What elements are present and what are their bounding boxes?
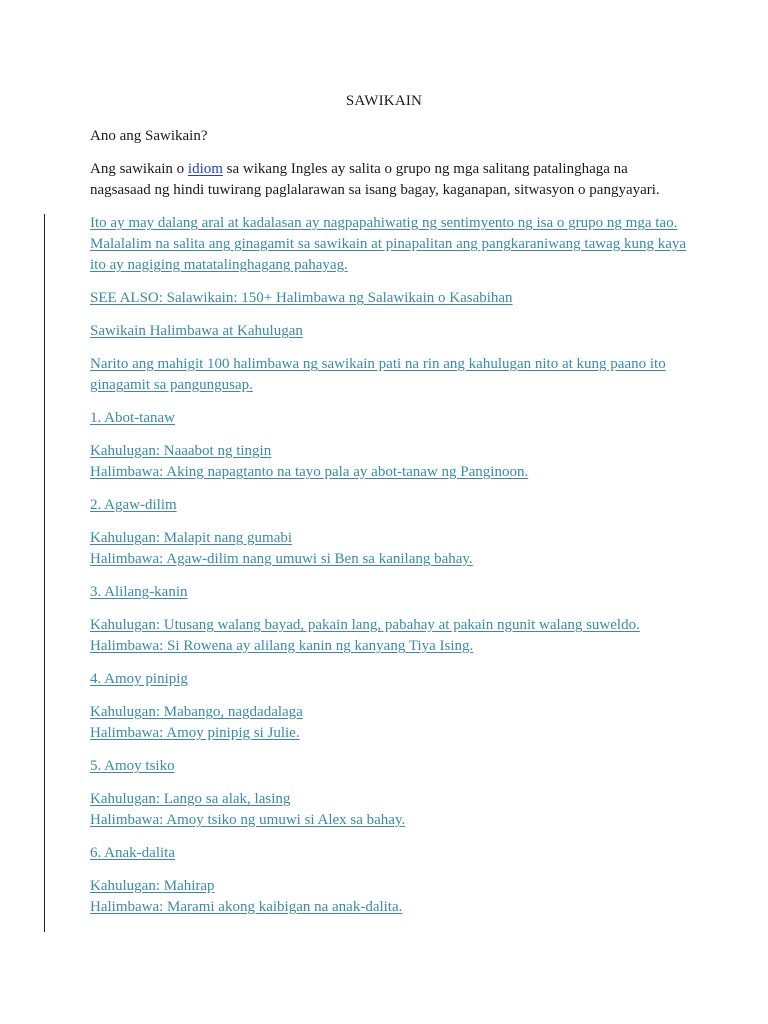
kahulugan-link[interactable]: Kahulugan: Utusang walang bayad, pakain lang, pabahay at pakain ngunit walang suweldo. [90,617,640,633]
kahulugan-link[interactable]: Kahulugan: Lango sa alak, lasing [90,791,291,807]
kahulugan-link[interactable]: Kahulugan: Mahirap [90,878,215,894]
document-title: SAWIKAIN [345,93,423,109]
intro-text-after: sa wikang Ingles ay salita o grupo ng mga salitang patalinghaga na nagsasaad ng hindi tuwirang paglalarawan sa isang bagay, kaganapan, sitwasyon o pangyayari. [90,161,660,198]
kahulugan-link[interactable]: Kahulugan: Malapit nang gumabi [90,530,293,546]
idiom-heading-link[interactable]: 2. Agaw-dilim [90,497,177,513]
halimbawa-link[interactable]: Halimbawa: Agaw-dilim nang umuwi si Ben sa kanilang bahay. [90,551,473,567]
idiom-definition-block [90,441,690,483]
halimbawa-link[interactable]: Halimbawa: Amoy pinipig si Julie. [90,725,300,741]
kahulugan-link[interactable]: Kahulugan: Naaabot ng tingin [90,443,272,459]
see-also-link[interactable]: SEE ALSO: Salawikain: 150+ Halimbawa ng Salawikain o Kasabihan [90,290,513,306]
idiom-definition-block [90,702,690,744]
halimbawa-link[interactable]: Halimbawa: Amoy tsiko ng umuwi si Alex sa bahay. [90,812,406,828]
kahulugan-link[interactable]: Kahulugan: Mabango, nagdadalaga [90,704,303,720]
idiom-definition-block [90,789,690,831]
intro-text-before: Ang sawikain o [90,161,188,177]
halimbawa-link[interactable]: Halimbawa: Aking napagtanto na tayo pala ay abot-tanaw ng Panginoon. [90,464,529,480]
aral-paragraph-link[interactable]: Ito ay may dalang aral at kadalasan ay nagpapahiwatig ng sentimyento ng isa o grupo ng mga tao. Malalalim na salita ang ginagamit sa sawikain at pinapalitan ang pangkaraniwang tawag kung kaya ito ay nagiging matatalinghagang pahayag. [90,215,687,273]
idiom-heading-link[interactable]: 6. Anak-dalita [90,845,175,861]
idiom-definition-block [90,528,690,570]
halimbawa-link[interactable]: Halimbawa: Si Rowena ay alilang kanin ng kanyang Tiya Ising. [90,638,474,654]
subheading-link[interactable]: Sawikain Halimbawa at Kahulugan [90,323,303,339]
margin-change-bar [44,214,45,932]
idiom-heading-link[interactable]: 4. Amoy pinipig [90,671,188,687]
idiom-heading-link[interactable]: 3. Alilang-kanin [90,584,188,600]
idiom-heading-link[interactable]: 1. Abot-tanaw [90,410,175,426]
document-body [90,126,690,930]
halimbawa-link[interactable]: Halimbawa: Marami akong kaibigan na anak-dalita. [90,899,403,915]
intro-paragraph [90,159,690,201]
idiom-definition-block [90,876,690,918]
idiom-heading-link[interactable]: 5. Amoy tsiko [90,758,175,774]
idiom-definition-block [90,615,690,657]
question-heading: Ano ang Sawikain? [90,128,208,144]
idiom-link[interactable]: idiom [187,161,223,177]
narito-paragraph-link[interactable]: Narito ang mahigit 100 halimbawa ng sawikain pati na rin ang kahulugan nito at kung paano ito ginagamit sa pangungusap. [90,356,666,393]
idiom-list [90,408,690,918]
